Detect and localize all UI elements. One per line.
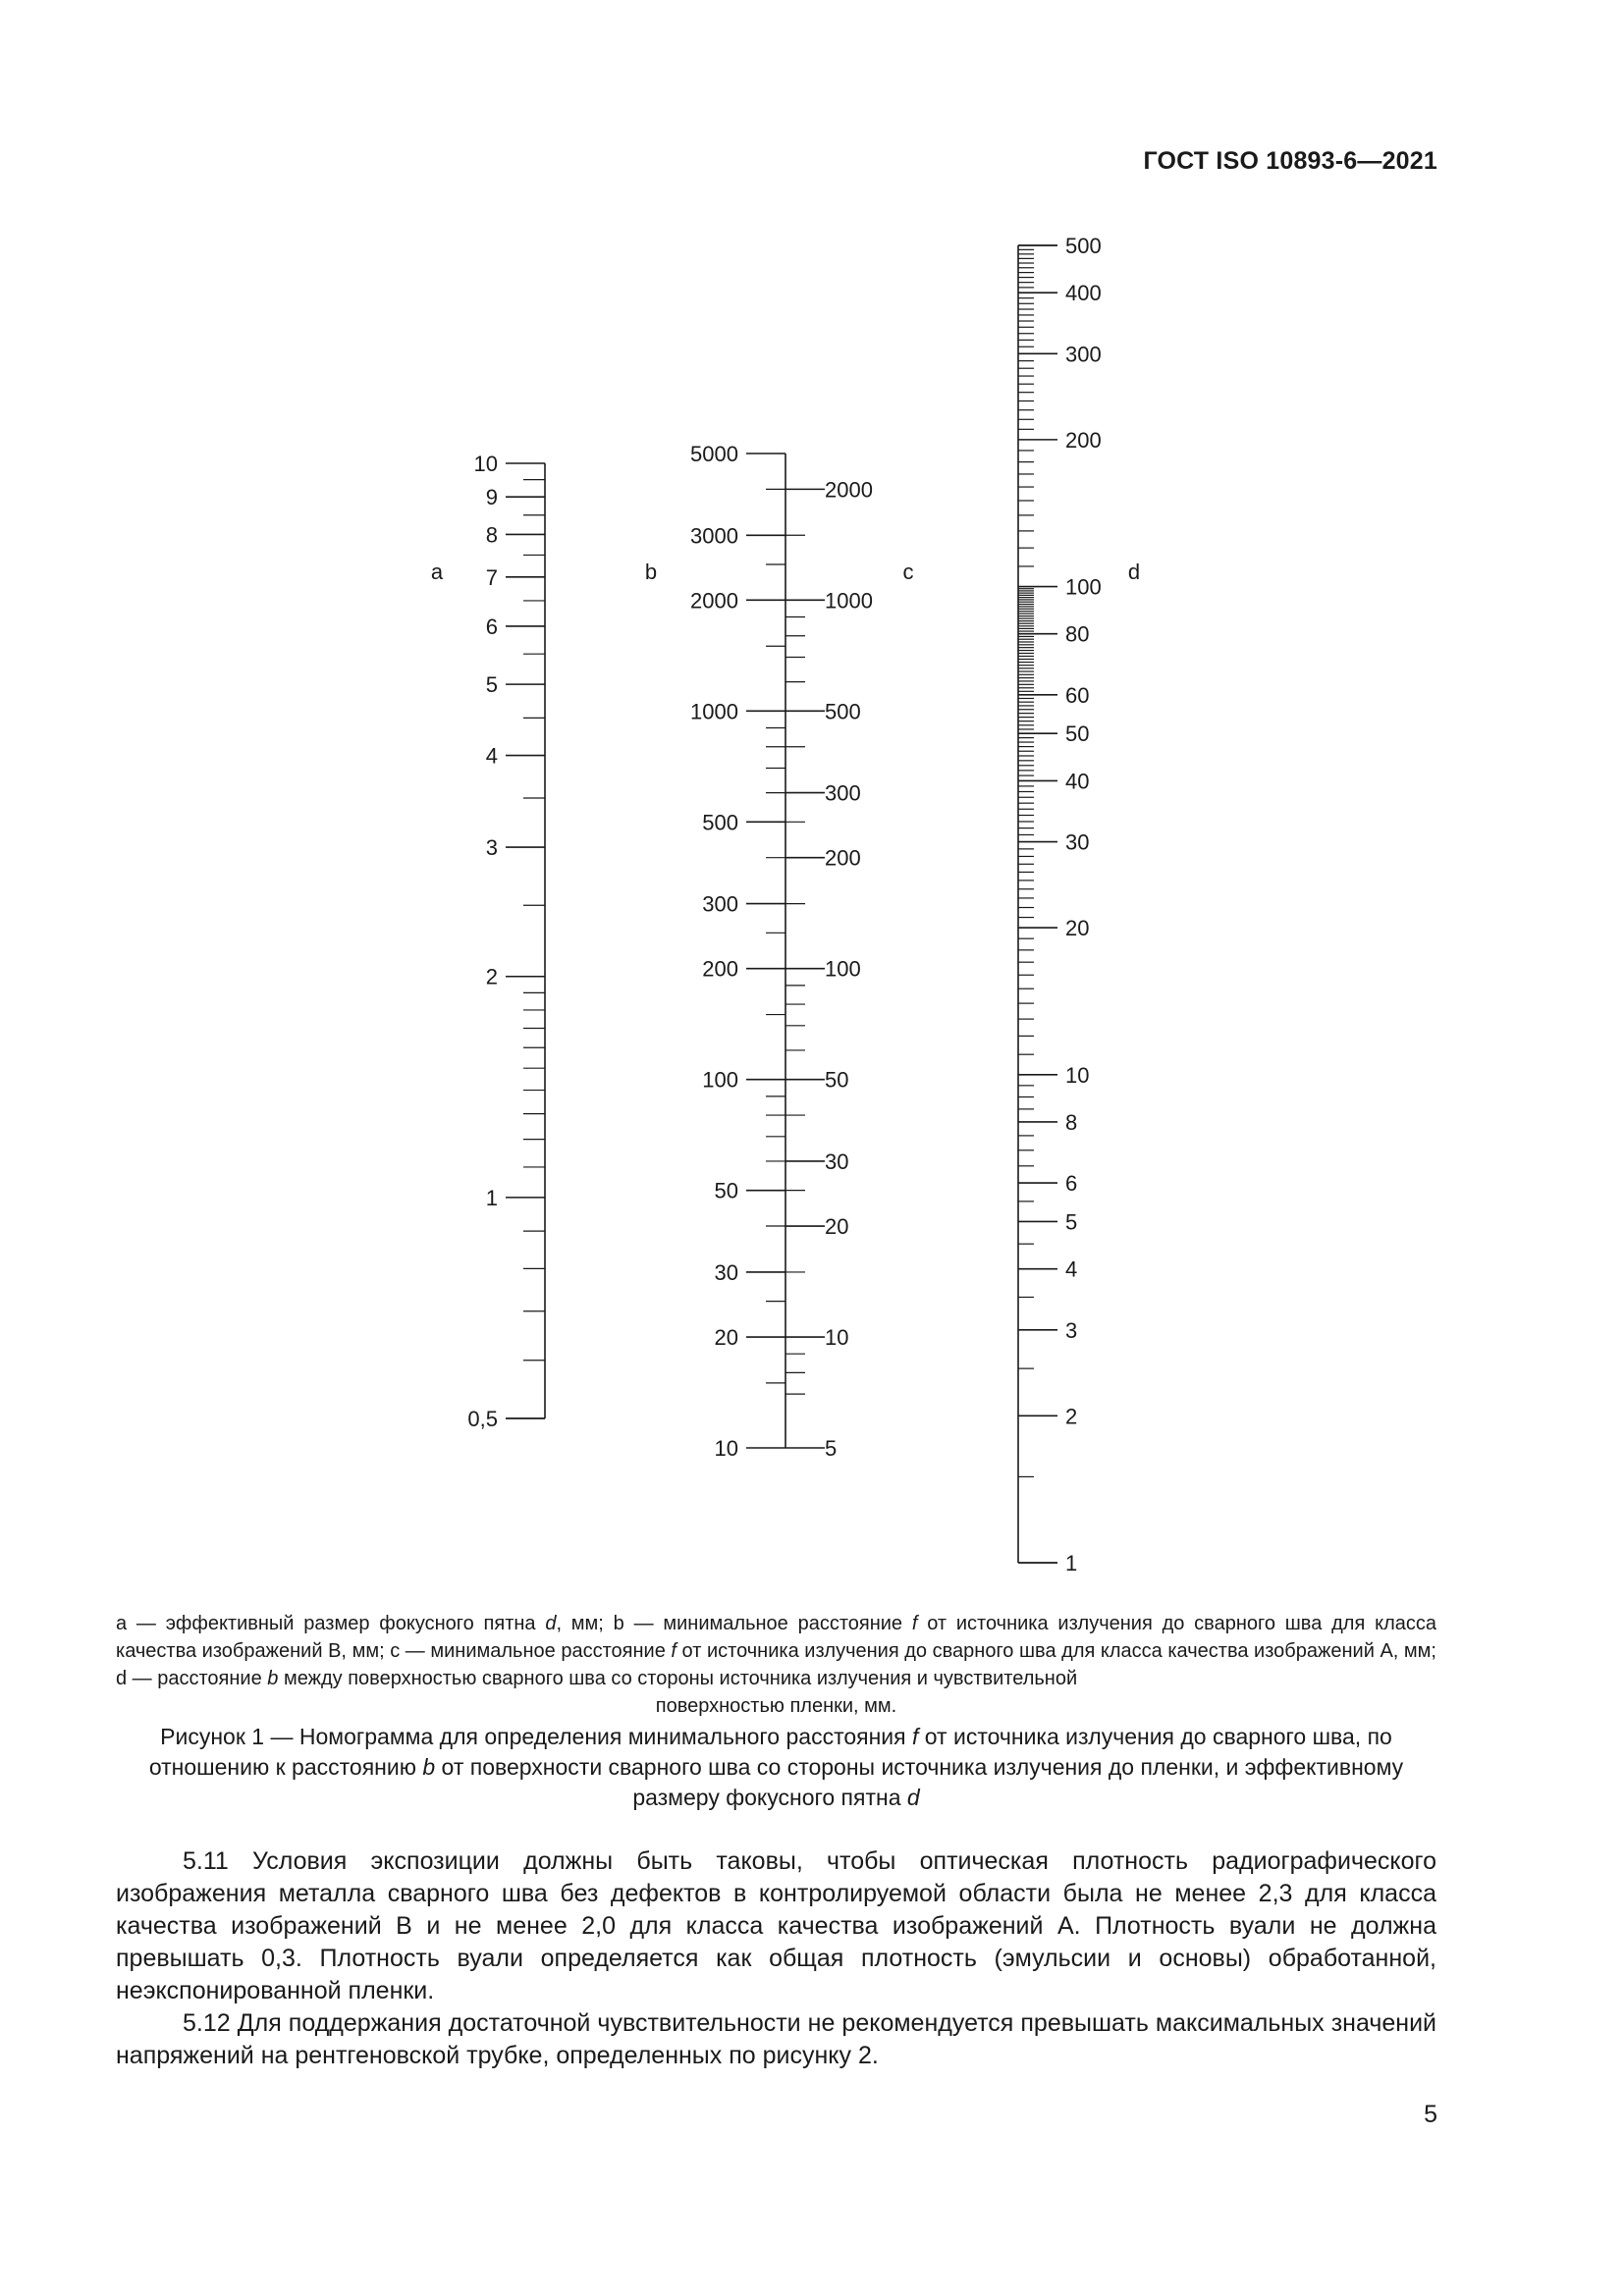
legend-last-line: поверхностью пленки, мм.: [655, 1695, 897, 1717]
scale-d-tick-label: 10: [1065, 1062, 1090, 1088]
scale-c-tick-label: 5: [825, 1436, 838, 1461]
scale-b-tick-label: 50: [714, 1178, 738, 1203]
scale-d-letter: d: [1127, 560, 1141, 584]
scale-c-tick-label: 1000: [825, 588, 873, 614]
scale-c-tick-label: 300: [825, 780, 861, 806]
scale-d-tick-label: 1: [1065, 1551, 1078, 1575]
scale-c-tick-label: 100: [825, 956, 861, 982]
page-number: 5: [1424, 2101, 1437, 2128]
scale-b-tick-label: 100: [702, 1067, 738, 1093]
scale-b-tick-label: 300: [702, 891, 738, 917]
scale-a-tick-label: 10: [473, 452, 498, 476]
scale-d-tick-label: 20: [1065, 916, 1090, 941]
scale-d-tick-label: 6: [1065, 1171, 1078, 1197]
scale-c-tick-label: 2000: [825, 477, 873, 503]
paragraph-5-11: 5.11 Условия экспозиции должны быть таковы, чтобы оптическая плотность радиографического изображения металла сварного шва без дефектов в контролируемой области была не менее 2,3 для класса качества изображений B и не менее 2,0 для класса качества изображений A. Плотность вуали не должна превышать 0,3. Плотность вуали определяется как общая плотность (эмульсии и основы) обработанной, неэкспонированной пленки.: [116, 1847, 1436, 2004]
scale-c-tick-label: 500: [825, 699, 861, 724]
scale-b-tick-label: 20: [714, 1325, 738, 1351]
scale-d-tick-label: 3: [1065, 1317, 1078, 1343]
scale-d-tick-label: 30: [1065, 829, 1090, 855]
scale-c-tick-label: 20: [825, 1214, 849, 1240]
scale-b-tick-label: 2000: [690, 588, 738, 614]
scale-c-tick-label: 30: [825, 1148, 849, 1174]
scale-d-tick-label: 2: [1065, 1404, 1078, 1429]
figure-legend: a — эффективный размер фокусного пятна d, мм; b — минимальное расстояние f от источника излучения до сварного шва для класса качества изображений B, мм; c — минимальное расстояние f от источника излучения до сварного шва для класса качества изображений A, мм; d — расстояние b между поверхностью сварного шва со стороны источника излучения и чувствительной поверхностью пленки, мм.: [116, 1610, 1436, 1720]
document-id: ГОСТ ISO 10893-6—2021: [1143, 147, 1437, 175]
scale-d-tick-label: 80: [1065, 621, 1090, 647]
scale-b-tick-label: 200: [702, 956, 738, 982]
scale-b-tick-label: 3000: [690, 523, 738, 549]
scale-a-tick-label: 7: [485, 564, 498, 590]
scale-a-tick-label: 0,5: [467, 1407, 498, 1431]
scale-a-tick-label: 3: [485, 835, 498, 861]
paragraph-5-12: 5.12 Для поддержания достаточной чувствительности не рекомендуется превышать максимальных значений напряжений на рентгеновской трубке, определенных по рисунку 2.: [116, 2009, 1436, 2069]
scale-a-letter: a: [430, 560, 444, 584]
scale-b-tick-label: 10: [714, 1436, 738, 1461]
scale-c-letter: c: [902, 560, 914, 584]
scale-d-tick-label: 50: [1065, 721, 1090, 747]
scale-a-tick-label: 9: [485, 485, 498, 510]
scale-d-tick-label: 60: [1065, 682, 1090, 708]
scale-a-tick-label: 8: [485, 522, 498, 548]
scale-a-tick-label: 5: [485, 672, 498, 698]
scale-b-tick-label: 1000: [690, 699, 738, 724]
scale-b-tick-label: 500: [702, 810, 738, 835]
scale-d-tick-label: 4: [1065, 1256, 1078, 1282]
scale-a-tick-label: 1: [485, 1185, 498, 1210]
figure-caption: Рисунок 1 — Номограмма для определения минимального расстояния f от источника излучения до сварного шва, по отношению к расстоянию b от поверхности сварного шва со стороны источника излучения до пленки, и эффективному размеру фокусного пятна d: [148, 1724, 1404, 1810]
scale-d-tick-label: 500: [1065, 234, 1102, 258]
scale-d-tick-label: 400: [1065, 281, 1102, 306]
scale-b-letter: b: [644, 560, 658, 584]
scale-d-tick-label: 5: [1065, 1209, 1078, 1235]
scale-a-tick-label: 2: [485, 964, 498, 989]
scale-b-tick-label: 30: [714, 1259, 738, 1285]
scale-d-tick-label: 100: [1065, 574, 1102, 600]
scale-c-tick-label: 10: [825, 1325, 849, 1351]
scale-a-tick-label: 6: [485, 614, 498, 639]
scale-d-tick-label: 8: [1065, 1109, 1078, 1135]
scale-d-tick-label: 300: [1065, 342, 1102, 367]
scale-b-tick-label: 5000: [690, 442, 738, 466]
scale-d-tick-label: 200: [1065, 427, 1102, 453]
scale-a-tick-label: 4: [485, 743, 498, 769]
scale-c-tick-label: 200: [825, 845, 861, 871]
scale-d-tick-label: 40: [1065, 769, 1090, 794]
scale-c-tick-label: 50: [825, 1067, 849, 1093]
